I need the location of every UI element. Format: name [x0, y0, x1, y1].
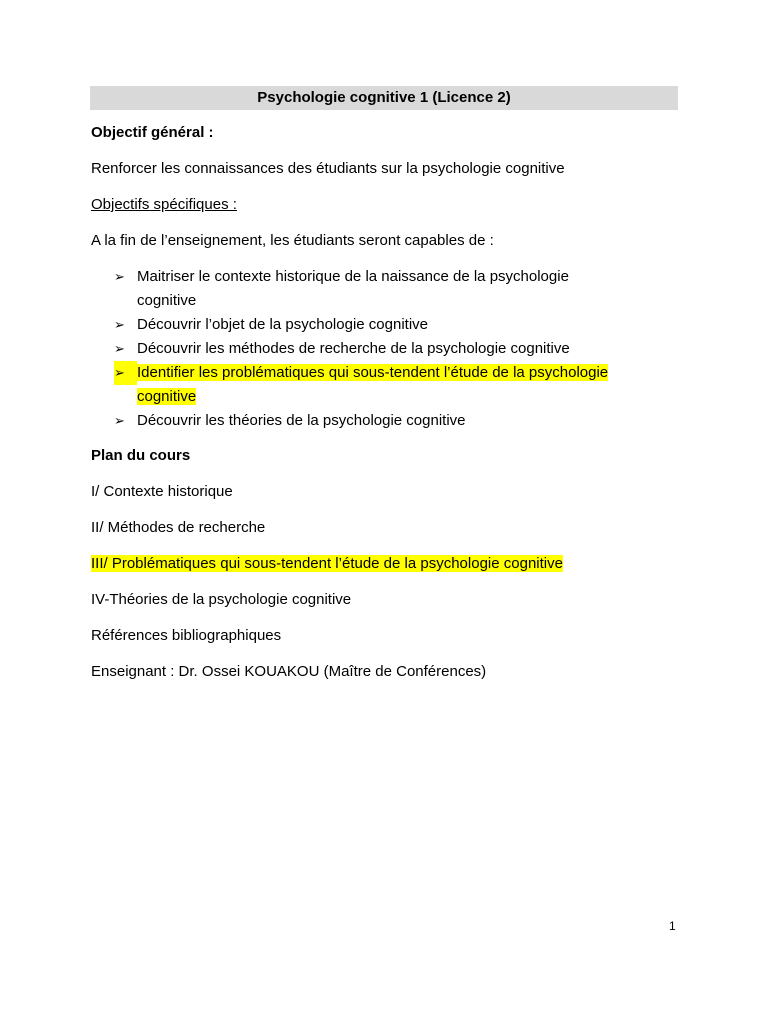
intro-text: A la fin de l’enseignement, les étudiants seront capables de : [91, 232, 494, 249]
bullet-text: Découvrir l’objet de la psychologie cognitive [137, 316, 428, 333]
arrow-bullet-icon: ➢ [114, 341, 125, 356]
teacher-line: Enseignant : Dr. Ossei KOUAKOU (Maître de Conférences) [91, 663, 487, 680]
plan-item: I/ Contexte historique [91, 483, 233, 500]
highlighted-text: III/ Problématiques qui sous-tendent l’étude de la psychologie cognitive [91, 555, 563, 572]
list-item [114, 409, 466, 433]
bullet-text: Découvrir les théories de la psychologie cognitive [137, 412, 466, 429]
page-number: 1 [669, 919, 676, 933]
plan-item: IV-Théories de la psychologie cognitive [91, 591, 352, 608]
highlighted-text: cognitive [137, 388, 197, 405]
page-title: Psychologie cognitive 1 (Licence 2) [90, 86, 678, 110]
list-item [114, 313, 428, 337]
plan-item: II/ Méthodes de recherche [91, 519, 266, 536]
bullet-text: Identifier les problématiques qui sous-tendent l’étude de la psychologie [137, 364, 609, 381]
plan-heading: Plan du cours [91, 447, 191, 464]
bullet-text: Découvrir les méthodes de recherche de la psychologie cognitive [137, 340, 570, 357]
bullet-text-continuation: cognitive [137, 292, 197, 309]
objectifs-specifiques-heading: Objectifs spécifiques : [91, 196, 237, 213]
objectif-general-text: Renforcer les connaissances des étudiants sur la psychologie cognitive [91, 160, 565, 177]
objectif-general-heading: Objectif général : [91, 124, 214, 141]
list-item [114, 265, 569, 289]
arrow-bullet-icon: ➢ [114, 269, 125, 284]
arrow-bullet-icon: ➢ [114, 361, 137, 385]
arrow-bullet-icon: ➢ [114, 413, 125, 428]
arrow-bullet-icon: ➢ [114, 317, 125, 332]
plan-item: Références bibliographiques [91, 627, 282, 644]
list-item-highlighted [114, 361, 608, 385]
bullet-text-continuation [137, 385, 196, 409]
plan-item-highlighted [91, 554, 563, 574]
bullet-text: Maitriser le contexte historique de la naissance de la psychologie [137, 268, 569, 285]
list-item [114, 337, 570, 361]
